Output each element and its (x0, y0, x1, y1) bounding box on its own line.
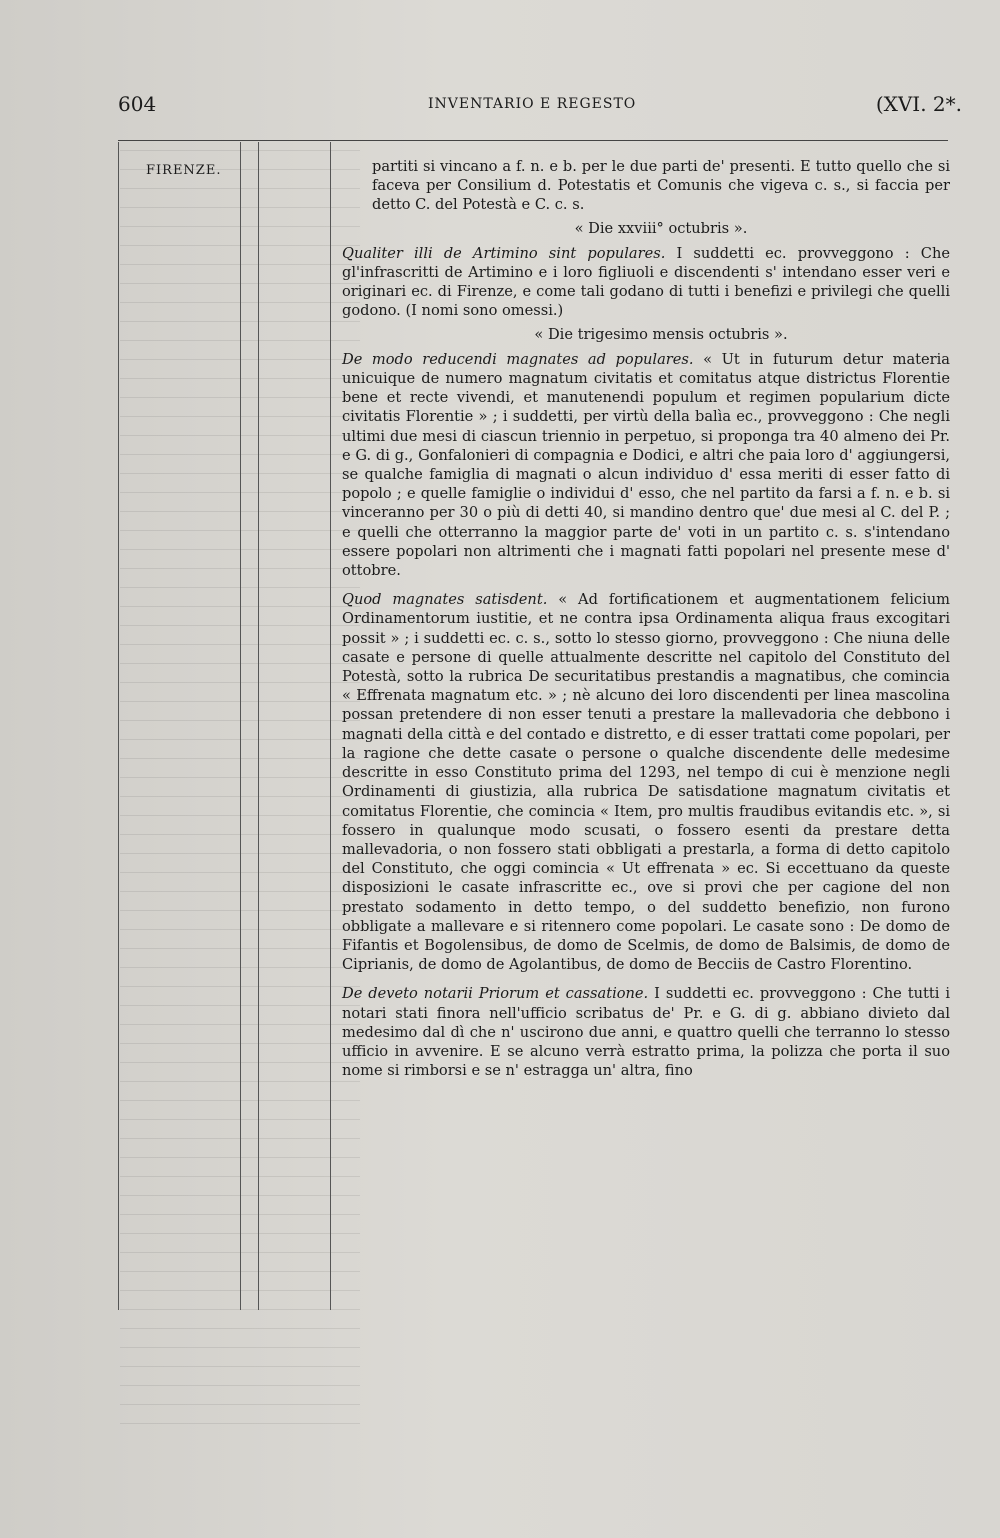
paragraph-4-text: « Ad fortificationem et augmentationem felicium Ordinamentorum iustitie, et ne contra ipsa Ordinamenta aliqua fraus excogitari possit » ; i suddetti ec. c. s., sotto lo stesso giorno, provveggono : Che niuna delle casate e persone di quelle attualmente descritte nel capitolo del Constituto del Potestà, sotto la rubrica De securitatibus prestandis a magnatibus, che comincia « Effrenata magnatum etc. » ; nè alcuno dei loro discendenti per linea mascolina possan pretendere di non esser tenuti a prestare la mallevadoria che debbono i magnati della città e del contado e distretto, e di esser trattati come popolari, per la ragione che dette casate o persone o qualche discendente delle medesime descritte in esso Constituto prima del 1293, nel tempo di cui è menzione negli Ordinamenti di giustizia, alla rubrica De satisdatione magnatum civitatis et comitatus Florentie, che comincia « Item, pro multis fraudibus evitandis etc. », si fossero in qualunque modo scusati, o fossero esenti da prestare detta mallevadoria, o non fossero stati obbligati a prestarla, a forma di detto capitolo del Constituto, che oggi comincia « Ut effrenata » ec. Si eccettuano da queste disposizioni le casate infrascritte ec., ove si provi che per cagione del non prestato sodamento in detto tempo, o del suddetto benefizio, non furono obbligate a mallevare e si ritennero come popolari. Le casate sono : De domo de Fifantis et Bogolensibus, de domo de Scelmis, de domo de Balsimis, de domo de Ciprianis, de domo de Agolantibus, de domo de Becciis de Castro Florentino. (342, 591, 950, 974)
section-reference: (XVI. 2*. (875, 92, 962, 116)
paragraph-5 (342, 984, 950, 1080)
paragraph-3-title: De modo reducendi magnates ad populares. (342, 350, 694, 368)
paragraph-3 (342, 350, 950, 580)
paragraph-1: partiti si vincano a f. n. e b. per le due parti de' presenti. E tutto quello che si faceva per Consilium d. Potestatis et Comunis che vigeva c. s., si faccia per detto C. del Potestà e C. c. s. (372, 158, 950, 214)
paragraph-5-text: I suddetti ec. provveggono : Che tutti i notari stati finora nell'ufficio scribatus de' Pr. e G. di g. abbiano divieto dal medesimo dal dì che n' uscirono due anni, e quattro quelli che terranno lo stesso ufficio in avvenire. E se alcuno verrà estratto prima, la polizza che porta il suo nome si rimborsi e se n' estragga un' altra, fino (342, 985, 950, 1080)
page-header (118, 92, 962, 122)
date-heading-2: « Die trigesimo mensis octubris ». (534, 325, 788, 343)
paragraph-2-title: Qualiter illi de Artimino sint populares. (342, 244, 666, 262)
margin-rule-right (330, 142, 331, 1310)
margin-rule-left (118, 142, 119, 1310)
main-text (342, 157, 950, 1080)
paragraph-5-title: De deveto notarii Priorum et cassatione. (342, 985, 649, 1003)
header-rule (118, 140, 948, 141)
running-title: INVENTARIO E REGESTO (428, 96, 637, 112)
paragraph-3-text: « Ut in futurum detur materia unicuique de numero magnatum civitatis et comitatus atque districtus Florentie bene et recte vivendi, et manutenendi populum et regimen popularium dicte civitatis Florentie » ; i suddetti, per virtù della balìa ec., provveggono : Che negli ultimi due mesi di ciascun triennio in perpetuo, si proponga tra 40 almeno dei Pr. e G. di g., Gonfalonieri di compagnia e Dodici, e altri che paia loro d' aggiungersi, se qualche famiglia di magnati o alcun individuo d' essa meriti di esser fatto di popolo ; e quelle famiglie o individui d' esso, che nel partito da farsi a f. n. e b. si vinceranno per 30 o più di detti 40, si mandino dentro que' due mesi al C. del P. ; e quelli che otterranno la maggior parte de' voti in un partito c. s. s'intendano essere popolari non altrimenti che i magnati fatti popolari nel presente mese d' ottobre. (342, 350, 950, 580)
paragraph-4-title: Quod magnates satisdent. (342, 591, 548, 609)
paragraph-4 (342, 590, 950, 974)
date-heading-1: « Die xxviii° octubris ». (574, 219, 748, 237)
paragraph-2 (342, 244, 950, 321)
margin-rule-middle (240, 142, 241, 1310)
margin-rule-inner (258, 142, 259, 1310)
margin-place-name: FIRENZE. (146, 163, 222, 178)
page-number: 604 (118, 92, 157, 116)
paragraph-2-text: I suddetti ec. provveggono : Che gl'infrascritti de Artimino e i loro figliuoli e discendenti s' intendano esser veri e originari ec. di Firenze, e come tali godano di tutti i benefizi e privilegi che quelli godono. (I nomi sono omessi.) (342, 244, 950, 320)
